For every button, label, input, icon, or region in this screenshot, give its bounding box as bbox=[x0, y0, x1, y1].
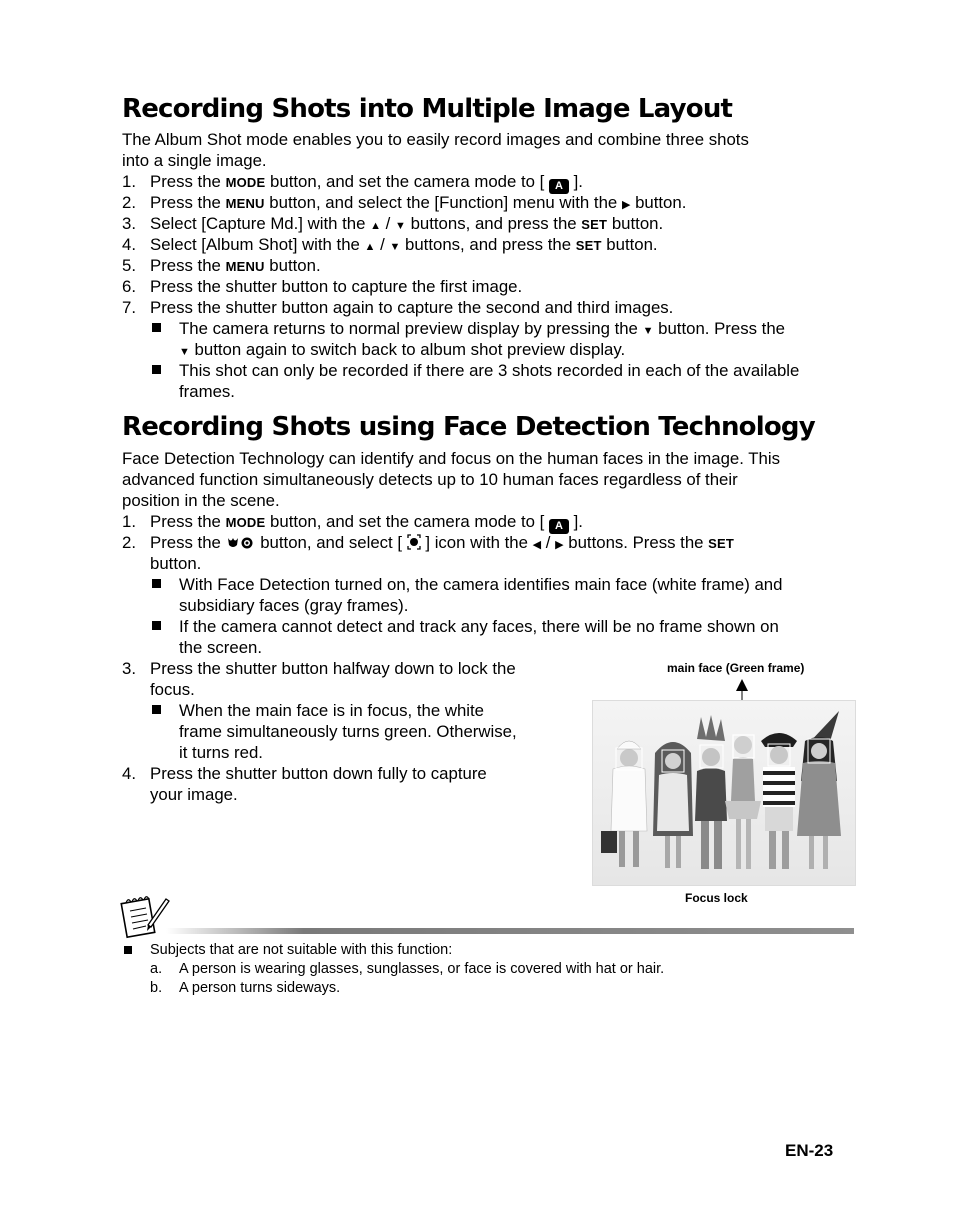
down-arrow-icon: ▼ bbox=[395, 220, 406, 232]
step-number: 4. bbox=[122, 235, 136, 254]
note-item-letter: a. bbox=[150, 961, 163, 977]
step-text: focus. bbox=[150, 680, 195, 699]
caption-focus-lock: Focus lock bbox=[685, 891, 748, 905]
step-number: 3. bbox=[122, 659, 136, 678]
step-text: Press the shutter button to capture the first image. bbox=[150, 277, 523, 296]
right-arrow-icon: ▶ bbox=[621, 199, 631, 211]
step-text: Select [Capture Md.] with the ▲ / ▼ buttons, and press the SET button. bbox=[150, 214, 664, 233]
down-arrow-icon: ▼ bbox=[389, 241, 401, 253]
bullet-square-icon bbox=[152, 705, 161, 714]
bullet-square-icon bbox=[124, 946, 132, 954]
note-bullet-text: Subjects that are not suitable with this function: bbox=[150, 942, 453, 958]
section-title-album-shot: Recording Shots into Multiple Image Layout bbox=[122, 94, 733, 124]
bullet-text: When the main face is in focus, the white bbox=[179, 701, 485, 720]
intro-line-1: Face Detection Technology can identify and focus on the human faces in the image. This bbox=[122, 449, 780, 468]
step-number: 3. bbox=[122, 214, 136, 233]
bullet-text: it turns red. bbox=[179, 743, 263, 762]
step-text-cont: button. bbox=[150, 554, 202, 573]
bullet-text: frame simultaneously turns green. Otherwise, bbox=[179, 722, 517, 741]
caption-main-face: main face (Green frame) bbox=[667, 661, 805, 675]
step-number: 2. bbox=[122, 193, 136, 212]
intro-line-1: The Album Shot mode enables you to easily record images and combine three shots bbox=[122, 130, 749, 149]
step-text: Press the MODE button, and set the camera mode to [ A ]. bbox=[150, 172, 583, 192]
mode-key-label: MODE bbox=[225, 515, 266, 530]
macro-face-button-icon bbox=[226, 534, 256, 555]
step-text: your image. bbox=[150, 785, 238, 804]
menu-key-label: MENU bbox=[225, 196, 265, 211]
bullet-text: If the camera cannot detect and track any faces, there will be no frame shown on bbox=[179, 617, 779, 636]
page-number: EN-23 bbox=[785, 1141, 834, 1160]
bullet-square-icon bbox=[152, 365, 161, 374]
bullet-text: The camera returns to normal preview display by pressing the ▼ button. Press the bbox=[179, 319, 785, 338]
step-text: Press the shutter button down fully to capture bbox=[150, 764, 487, 783]
step-number: 2. bbox=[122, 533, 136, 552]
note-item-text: A person turns sideways. bbox=[179, 980, 341, 996]
up-arrow-icon: ▲ bbox=[370, 220, 382, 232]
left-arrow-icon: ◀ bbox=[532, 539, 542, 551]
note-divider bbox=[166, 928, 854, 934]
bullet-text: With Face Detection turned on, the camera identifies main face (white frame) and bbox=[179, 575, 783, 594]
bullet-text: frames. bbox=[179, 382, 235, 401]
menu-key-label: MENU bbox=[225, 259, 265, 274]
bullet-square-icon bbox=[152, 621, 161, 630]
step-text: Press the button, and select [ ] icon with the ◀ / ▶ buttons. Press the SET bbox=[150, 532, 734, 556]
down-arrow-icon: ▼ bbox=[179, 346, 190, 358]
step-number: 5. bbox=[122, 256, 136, 275]
bullet-square-icon bbox=[152, 579, 161, 588]
step-number: 4. bbox=[122, 764, 136, 783]
auto-mode-icon: A bbox=[549, 519, 569, 534]
down-arrow-icon: ▼ bbox=[642, 325, 654, 337]
step-text: Press the MENU button. bbox=[150, 256, 321, 275]
step-number: 7. bbox=[122, 298, 136, 317]
bullet-text: ▼ button again to switch back to album shot preview display. bbox=[179, 340, 626, 359]
auto-mode-icon: A bbox=[549, 179, 569, 194]
bullet-square-icon bbox=[152, 323, 161, 332]
intro-line-3: position in the scene. bbox=[122, 491, 280, 510]
set-key-label: SET bbox=[575, 238, 602, 253]
note-item-letter: b. bbox=[150, 980, 163, 996]
bullet-text: subsidiary faces (gray frames). bbox=[179, 596, 409, 615]
step-number: 1. bbox=[122, 512, 136, 531]
bullet-text: the screen. bbox=[179, 638, 263, 657]
set-key-label: SET bbox=[581, 217, 608, 232]
note-item-text: A person is wearing glasses, sunglasses, or face is covered with hat or hair. bbox=[179, 961, 665, 977]
step-number: 6. bbox=[122, 277, 136, 296]
face-detection-icon bbox=[407, 534, 421, 555]
step-text: Press the shutter button again to capture the second and third images. bbox=[150, 298, 674, 317]
note-pad-icon bbox=[118, 893, 170, 939]
step-number: 1. bbox=[122, 172, 136, 191]
children-photo bbox=[592, 700, 856, 886]
set-key-label: SET bbox=[708, 536, 735, 551]
intro-line-2: advanced function simultaneously detects up to 10 human faces regardless of their bbox=[122, 470, 738, 489]
step-text: Select [Album Shot] with the ▲ / ▼ buttons, and press the SET button. bbox=[150, 235, 658, 254]
section-title-face-detection: Recording Shots using Face Detection Technology bbox=[122, 412, 815, 442]
step-text: Press the MODE button, and set the camera mode to [ A ]. bbox=[150, 512, 583, 532]
step-text: Press the MENU button, and select the [Function] menu with the ▶ button. bbox=[150, 193, 687, 212]
intro-line-2: into a single image. bbox=[122, 151, 267, 170]
up-arrow-icon: ▲ bbox=[364, 241, 376, 253]
step-text: Press the shutter button halfway down to lock the bbox=[150, 659, 516, 678]
right-arrow-icon: ▶ bbox=[555, 539, 564, 551]
bullet-text: This shot can only be recorded if there are 3 shots recorded in each of the available bbox=[179, 361, 800, 380]
mode-key-label: MODE bbox=[225, 175, 266, 190]
